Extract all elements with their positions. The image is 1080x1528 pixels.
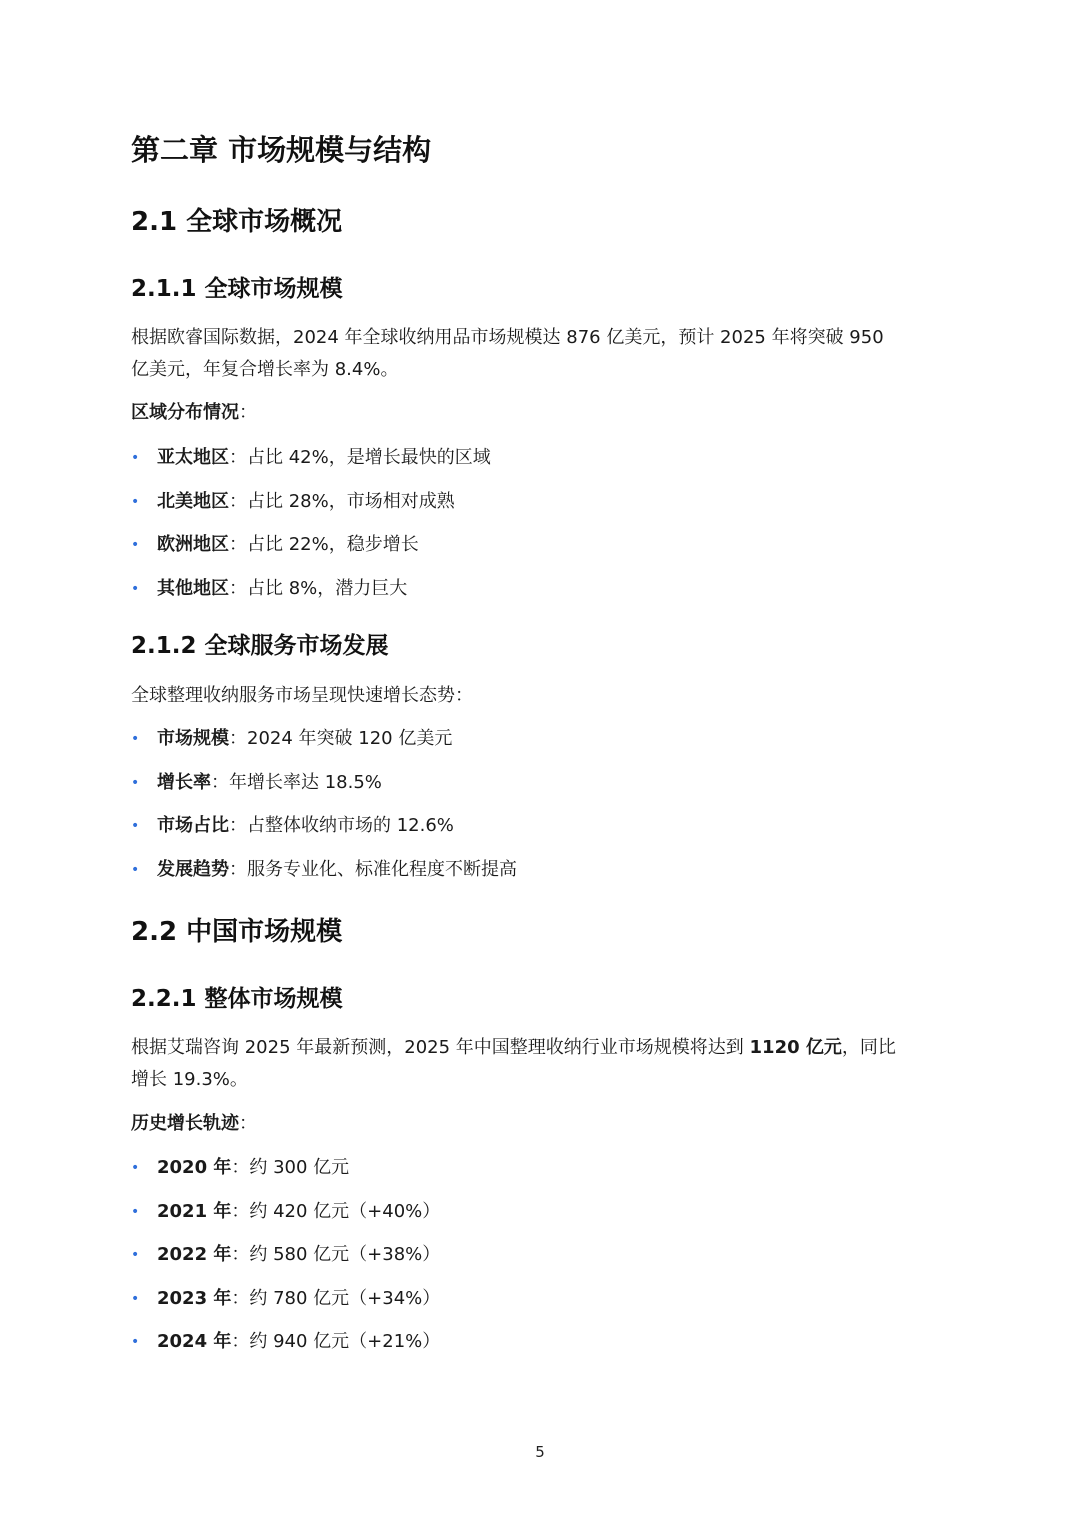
paragraph-text: 根据艾瑞咨询 2025 年最新预测，2025 年中国整理收纳行业市场规模将达到 xyxy=(131,1037,750,1058)
bullet-dot-icon: • xyxy=(131,731,140,747)
subsection-title-2-1-1: 2.1.1 全球市场规模 xyxy=(131,276,343,302)
item-key: 2023 年 xyxy=(157,1287,232,1309)
item-text: 约 940 亿元（+21%） xyxy=(249,1331,441,1352)
item-text: 年增长率达 18.5% xyxy=(229,771,382,793)
list-item xyxy=(131,1242,440,1286)
bullet-dot-icon: • xyxy=(131,1203,140,1220)
item-separator: ： xyxy=(229,534,247,555)
list-item xyxy=(131,1155,440,1199)
bullet-dot-icon: • xyxy=(131,1160,140,1176)
bullet-dot-icon: • xyxy=(131,537,140,553)
global-market-paragraph xyxy=(131,322,961,386)
china-market-paragraph xyxy=(131,1032,961,1096)
list-item xyxy=(131,489,491,533)
section-title-2-1: 2.1 全球市场概况 xyxy=(131,207,343,237)
item-text: 占整体收纳市场的 12.6% xyxy=(247,815,454,836)
item-separator: ： xyxy=(229,815,247,836)
paragraph-text: ，同比 xyxy=(841,1037,896,1058)
bullet-dot-icon: • xyxy=(131,1334,140,1350)
item-key: 其他地区 xyxy=(157,577,229,599)
item-key: 市场规模 xyxy=(157,728,229,749)
item-separator: ： xyxy=(231,1287,250,1309)
service-market-intro: 全球整理收纳服务市场呈现快速增长态势： xyxy=(131,685,473,706)
chapter-title: 第二章 市场规模与结构 xyxy=(131,133,432,167)
list-item xyxy=(131,726,517,770)
list-item xyxy=(131,1329,440,1373)
bullet-dot-icon: • xyxy=(131,1290,140,1307)
history-list xyxy=(131,1155,440,1373)
label-colon: ： xyxy=(239,402,257,423)
bullet-dot-icon: • xyxy=(131,818,140,834)
item-key: 市场占比 xyxy=(157,815,229,836)
paragraph-line: 根据欧睿国际数据，2024 年全球收纳用品市场规模达 876 亿美元，预计 2025 年将突破 950 xyxy=(131,327,884,348)
item-separator: ： xyxy=(229,858,247,880)
item-key: 北美地区 xyxy=(157,490,229,512)
item-separator: ： xyxy=(229,577,247,599)
label-text: 历史增长轨迹 xyxy=(131,1113,239,1134)
bullet-dot-icon: • xyxy=(131,861,140,878)
item-key: 亚太地区 xyxy=(157,447,229,468)
history-label xyxy=(131,1111,257,1137)
item-separator: ： xyxy=(229,447,247,468)
subsection-title-2-2-1: 2.2.1 整体市场规模 xyxy=(131,986,343,1012)
item-separator: ： xyxy=(231,1200,250,1222)
list-item xyxy=(131,445,491,489)
item-text: 约 420 亿元（+40%） xyxy=(249,1200,441,1222)
item-key: 发展趋势 xyxy=(157,858,229,880)
paragraph-line: 亿美元，年复合增长率为 8.4%。 xyxy=(131,359,399,380)
label-text: 区域分布情况 xyxy=(131,402,239,423)
section-title-2-2: 2.2 中国市场规模 xyxy=(131,917,343,947)
item-text: 占比 22%，稳步增长 xyxy=(247,534,419,555)
region-distribution-label xyxy=(131,400,257,426)
list-item xyxy=(131,857,517,901)
item-text: 约 300 亿元 xyxy=(249,1157,350,1178)
paragraph-emphasis: 1120 亿元 xyxy=(749,1037,842,1058)
page-number: 5 xyxy=(535,1443,545,1461)
item-text: 占比 28%，市场相对成熟 xyxy=(247,490,455,512)
region-list xyxy=(131,445,491,619)
item-text: 约 780 亿元（+34%） xyxy=(249,1287,441,1309)
item-key: 欧洲地区 xyxy=(157,534,229,555)
item-key: 2022 年 xyxy=(157,1244,232,1265)
service-market-list xyxy=(131,726,517,900)
paragraph-line xyxy=(131,1032,961,1064)
paragraph-line: 增长 19.3%。 xyxy=(131,1069,248,1090)
list-item xyxy=(131,576,491,620)
item-key: 2024 年 xyxy=(157,1331,232,1352)
item-separator: ： xyxy=(231,1331,250,1352)
bullet-dot-icon: • xyxy=(131,1247,140,1263)
item-key: 2020 年 xyxy=(157,1157,232,1178)
item-separator: ： xyxy=(229,490,247,512)
item-text: 2024 年突破 120 亿美元 xyxy=(247,728,453,749)
item-separator: ： xyxy=(229,728,247,749)
item-text: 占比 8%，潜力巨大 xyxy=(247,577,408,599)
item-key: 2021 年 xyxy=(157,1200,232,1222)
bullet-dot-icon: • xyxy=(131,774,140,791)
item-separator: ： xyxy=(211,771,229,793)
item-text: 服务专业化、标准化程度不断提高 xyxy=(247,858,517,880)
item-separator: ： xyxy=(231,1244,250,1265)
list-item xyxy=(131,532,491,576)
item-text: 占比 42%，是增长最快的区域 xyxy=(247,447,491,468)
bullet-dot-icon: • xyxy=(131,493,140,510)
subsection-title-2-1-2: 2.1.2 全球服务市场发展 xyxy=(131,633,389,659)
bullet-dot-icon: • xyxy=(131,580,140,597)
list-item xyxy=(131,813,517,857)
label-colon: ： xyxy=(239,1113,257,1134)
item-key: 增长率 xyxy=(157,771,211,793)
item-text: 约 580 亿元（+38%） xyxy=(249,1244,441,1265)
item-separator: ： xyxy=(231,1157,250,1178)
list-item xyxy=(131,1199,440,1243)
list-item xyxy=(131,770,517,814)
bullet-dot-icon: • xyxy=(131,450,140,466)
list-item xyxy=(131,1286,440,1330)
